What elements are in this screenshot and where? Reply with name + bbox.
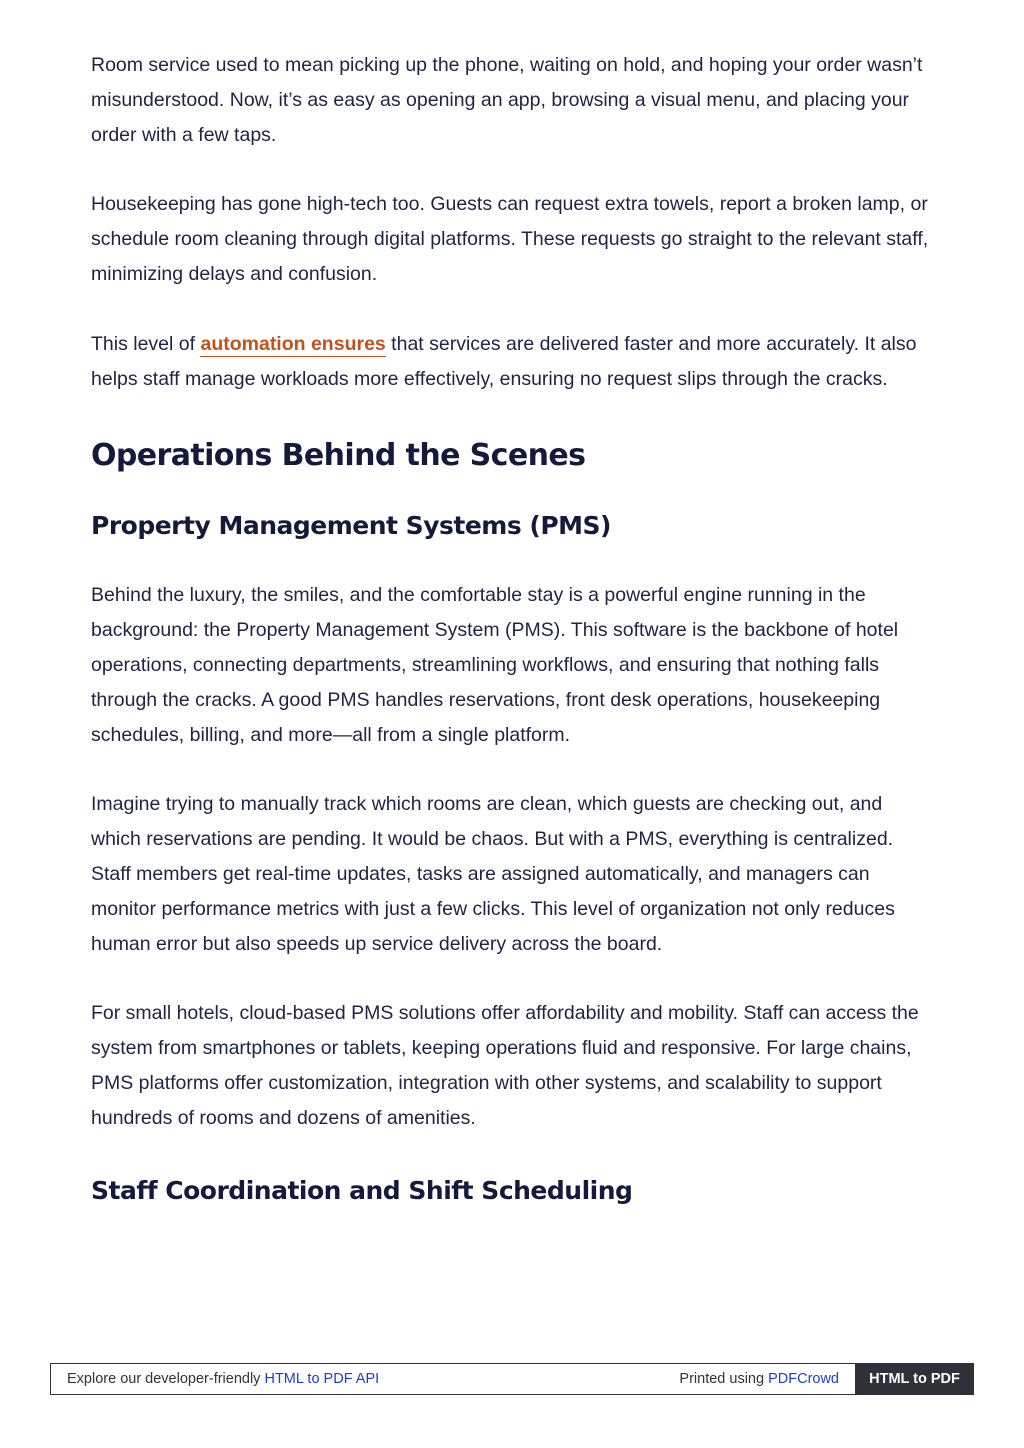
subheading-staff-coordination: Staff Coordination and Shift Scheduling	[91, 1175, 633, 1205]
footer-explore	[67, 1371, 379, 1387]
subheading-pms: Property Management Systems (PMS)	[91, 511, 611, 541]
footer-explore-text: Explore our developer-friendly	[67, 1371, 265, 1387]
paragraph-pms-intro: Behind the luxury, the smiles, and the comfortable stay is a powerful engine running in the background: the Property Management System (PMS). This software is the backbone of hotel operations, connecting departments, streamlining workflows, and ensuring that nothing falls through the cracks. A good PMS handles reservations, front desk operations, housekeeping schedules, billing, and more—all from a single platform.	[91, 584, 899, 746]
html-to-pdf-button[interactable]: HTML to PDF	[855, 1363, 974, 1395]
article-body	[91, 48, 936, 1208]
automation-ensures-link[interactable]: automation ensures	[200, 332, 386, 355]
footer-printed-text: Printed using	[679, 1371, 769, 1387]
paragraph-automation-lead: This level of	[91, 332, 201, 355]
pdfcrowd-link[interactable]: PDFCrowd	[768, 1371, 839, 1387]
paragraph-room-service: Room service used to mean picking up the phone, waiting on hold, and hoping your order wasn’t misunderstood. Now, it’s as easy as opening an app, browsing a visual menu, and placing your order with a few taps.	[91, 54, 923, 146]
pdf-footer-bar	[50, 1363, 974, 1395]
paragraph-pms-cloud: For small hotels, cloud-based PMS solutions offer affordability and mobility. Staff can access the system from smartphones or tablets, keeping operations fluid and responsive. For large chains, PMS platforms offer customization, integration with other systems, and scalability to support hundreds of rooms and dozens of amenities.	[91, 1002, 919, 1129]
paragraph-automation-rest: that services are delivered faster and more accurately. It also helps staff manage workloads more effectively, ensuring no request slips through the cracks.	[91, 332, 917, 390]
paragraph-automation	[91, 327, 936, 397]
html-to-pdf-api-link[interactable]: HTML to PDF API	[264, 1371, 380, 1387]
section-heading-operations: Operations Behind the Scenes	[91, 438, 586, 474]
paragraph-pms-centralized: Imagine trying to manually track which rooms are clean, which guests are checking out, and which reservations are pending. It would be chaos. But with a PMS, everything is centralized. Staff members get real-time updates, tasks are assigned automatically, and managers can monitor performance metrics with just a few clicks. This level of organization not only reduces human error but also speeds up service delivery across the board.	[91, 793, 895, 955]
footer-printed	[679, 1371, 839, 1387]
paragraph-housekeeping: Housekeeping has gone high-tech too. Guests can request extra towels, report a broken lamp, or schedule room cleaning through digital platforms. These requests go straight to the relevant staff, minimizing delays and confusion.	[91, 193, 929, 285]
